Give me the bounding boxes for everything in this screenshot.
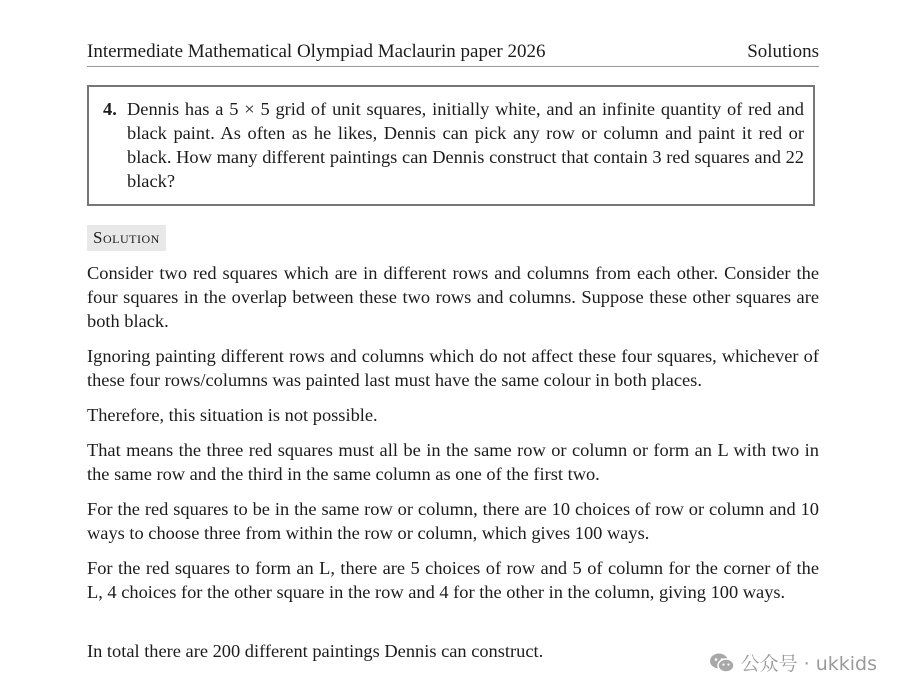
solution-paragraph: Therefore, this situation is not possible. [87,405,378,425]
solution-paragraph: Ignoring painting different rows and columns which do not affect these four squares, whichever of these four rows/columns was painted last must have the same colour in both places. [87,346,819,390]
solution-paragraph: That means the three red squares must all be in the same row or column or form an L with two in the same row and the third in the same column as one of the first two. [87,440,819,484]
problem-statement: Dennis has a 5 × 5 grid of unit squares, initially white, and an infinite quantity of red and black paint. As often as he likes, Dennis can pick any row or column and paint it red or black. How many different paintings can Dennis construct that contain 3 red squares and 22 black? [127,99,804,191]
watermark-text: 公众号 · ukkids [740,653,877,675]
section-label: Solutions [747,41,819,62]
solution-paragraph: Consider two red squares which are in different rows and columns from each other. Consider the four squares in the overlap between these two rows and columns. Suppose these other squares are both black. [87,263,819,331]
wechat-icon [709,652,735,674]
watermark [709,649,877,676]
solution-paragraph: For the red squares to be in the same row or column, there are 10 choices of row or column and 10 ways to choose three from within the row or column, which gives 100 ways. [87,499,819,543]
page-header [87,38,819,67]
problem-box [87,85,815,206]
solution-heading: Solution [87,225,166,251]
paper-title: Intermediate Mathematical Olympiad Maclaurin paper 2026 [87,41,546,62]
solution-paragraph: For the red squares to form an L, there are 5 choices of row and 5 of column for the corner of the L, 4 choices for the other square in the row and 4 for the other in the column, giving 100 ways. [87,558,819,602]
problem-number: 4. [103,99,117,119]
solution-paragraph: In total there are 200 different paintings Dennis can construct. [87,641,544,661]
